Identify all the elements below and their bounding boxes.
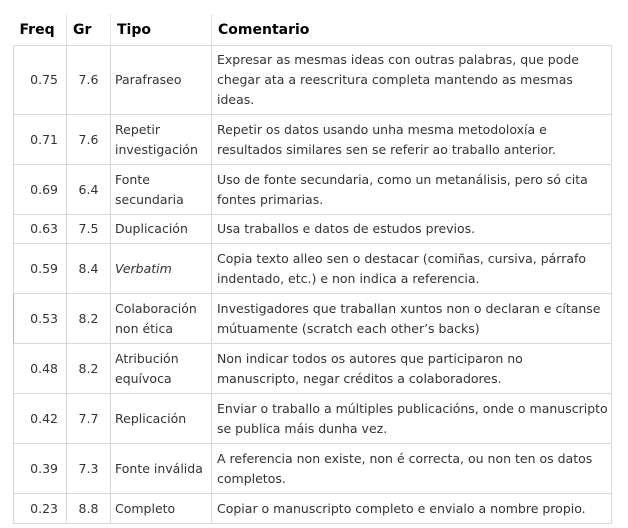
cell-tipo: Verbatim [111,244,212,294]
cell-comentario: Copiar o manuscripto completo e envialo a nombre propio. [212,494,612,524]
cell-comentario: Uso de fonte secundaria, como un metanálisis, pero só cita fontes primarias. [212,165,612,215]
cell-freq: 0.71 [14,115,67,165]
header-gr: Gr [67,14,111,46]
table-row [14,394,612,444]
cell-tipo: Replicación [111,394,212,444]
header-freq: Freq [14,14,67,46]
cell-freq: 0.69 [14,165,67,215]
table-row [14,215,612,244]
cell-gr: 7.3 [67,444,111,494]
cell-gr: 7.6 [67,115,111,165]
cell-tipo: Atribución equívoca [111,344,212,394]
table-header-row [14,14,612,46]
header-comentario: Comentario [218,21,310,38]
cell-gr: 8.2 [67,294,111,344]
header-tipo: Tipo [111,14,212,46]
cell-comentario: Usa traballos e datos de estudos previos. [212,215,612,244]
cell-freq: 0.59 [14,244,67,294]
cell-gr: 8.4 [67,244,111,294]
table-row [14,46,612,115]
table-row [14,244,612,294]
table-row [14,494,612,524]
cell-tipo: Fonte inválida [111,444,212,494]
cell-gr: 7.6 [67,46,111,115]
cell-freq: 0.39 [14,444,67,494]
cell-tipo: Duplicación [111,215,212,244]
cell-comentario: Copia texto alleo sen o destacar (comiñas, cursiva, párrafo indentado, etc.) e non indica a referencia. [212,244,612,294]
cell-tipo: Colaboración non ética [111,294,212,344]
cell-gr: 6.4 [67,165,111,215]
cell-comentario: Repetir os datos usando unha mesma metodoloxía e resultados similares sen se referir ao traballo anterior. [212,115,612,165]
cell-gr: 7.7 [67,394,111,444]
plagiarism-types-table-container [13,14,611,524]
cell-gr: 8.2 [67,344,111,394]
cell-freq: 0.48 [14,344,67,394]
cell-comentario: A referencia non existe, non é correcta, ou non ten os datos completos. [212,444,612,494]
cell-freq: 0.53 [14,294,67,344]
cell-freq: 0.23 [14,494,67,524]
table-row [14,165,612,215]
cell-tipo: Parafraseo [111,46,212,115]
cell-tipo: Completo [111,494,212,524]
table-row [14,444,612,494]
cell-comentario: Enviar o traballo a múltiples publicacións, onde o manuscripto se publica máis dunha vez. [212,394,612,444]
cell-comentario: Non indicar todos os autores que participaron no manuscripto, negar créditos a colaboradores. [212,344,612,394]
table-row [14,294,612,344]
cell-freq: 0.75 [14,46,67,115]
table-row [14,115,612,165]
cell-gr: 8.8 [67,494,111,524]
table-row [14,344,612,394]
plagiarism-types-table [13,14,612,524]
cell-gr: 7.5 [67,215,111,244]
cell-tipo: Repetir investigación [111,115,212,165]
cell-comentario: Investigadores que traballan xuntos non o declaran e cítanse mútuamente (scratch each other’s backs) [212,294,612,344]
cell-tipo: Fonte secundaria [111,165,212,215]
cell-freq: 0.42 [14,394,67,444]
cell-freq: 0.63 [14,215,67,244]
cell-comentario: Expresar as mesmas ideas con outras palabras, que pode chegar ata a reescritura completa mantendo as mesmas ideas. [212,46,612,115]
